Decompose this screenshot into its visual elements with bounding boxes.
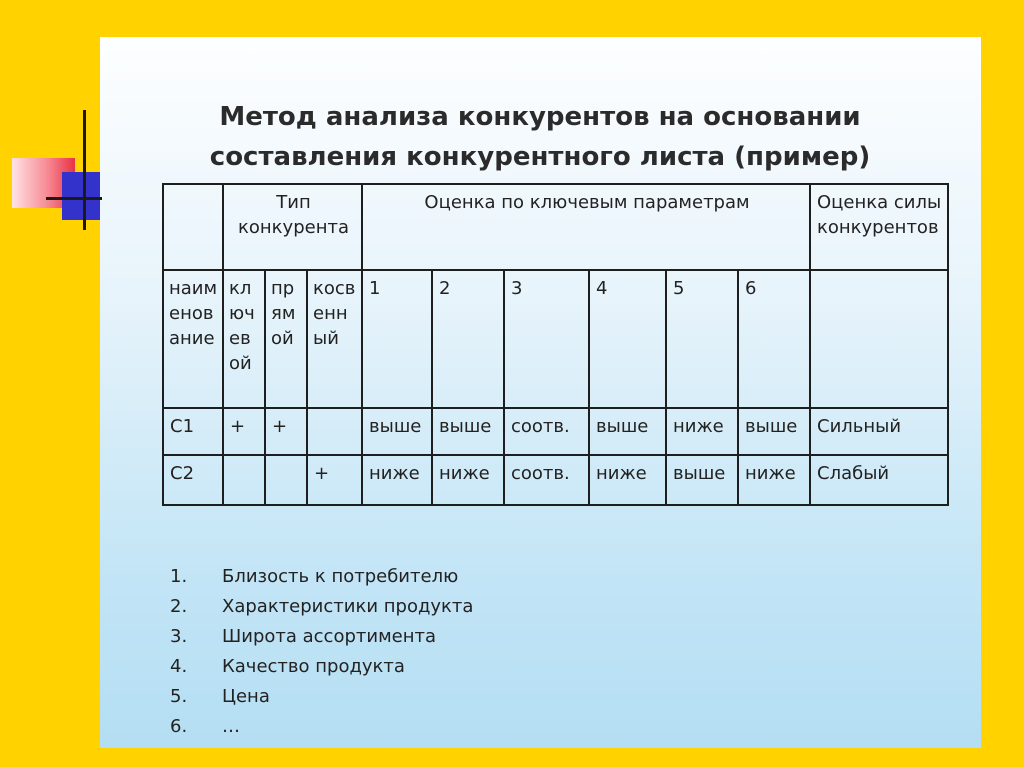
list-number: 6. [170,716,188,737]
table-row [163,455,948,505]
list-item [170,562,473,592]
param-value: выше [738,408,810,455]
param-value: выше [432,408,504,455]
param-number: 4 [589,270,666,408]
param-value: выше [666,455,738,505]
param-number: 5 [666,270,738,408]
param-value: соотв. [504,455,589,505]
direct-mark [265,455,307,505]
header-competitor-type: Тип конкурента [223,184,362,270]
subheader-indirect: косвенный [307,270,362,408]
list-text: Цена [222,686,270,707]
parameters-legend [170,562,473,742]
table-row [163,408,948,455]
key-mark [223,455,265,505]
list-text: Характеристики продукта [222,596,474,617]
list-text: Широта ассортимента [222,626,437,647]
subheader-direct: прямой [265,270,307,408]
subheader-key: ключевой [223,270,265,408]
param-number: 6 [738,270,810,408]
subheader-empty-cell [810,270,948,408]
header-strength: Оценка силы конкурентов [810,184,948,270]
slide-title [160,97,920,177]
list-item [170,592,473,622]
header-key-params: Оценка по ключевым параметрам [362,184,810,270]
indirect-mark: + [307,455,362,505]
list-item [170,622,473,652]
competitor-name: С2 [163,455,223,505]
param-value: выше [589,408,666,455]
list-text: … [222,716,240,737]
title-line-2: составления конкурентного листа (пример) [209,142,871,172]
list-number: 3. [170,626,188,647]
list-item [170,652,473,682]
header-empty-cell [163,184,223,270]
param-value: ниже [738,455,810,505]
decor-vertical-line [83,110,86,230]
list-number: 2. [170,596,188,617]
param-number: 2 [432,270,504,408]
strength-value: Сильный [810,408,948,455]
table-subheader-row [163,270,948,408]
param-value: ниже [666,408,738,455]
decor-horizontal-line [46,197,102,200]
list-number: 4. [170,656,188,677]
param-value: ниже [589,455,666,505]
key-mark: + [223,408,265,455]
list-number: 1. [170,566,188,587]
list-text: Близость к потребителю [222,566,459,587]
competitor-name: С1 [163,408,223,455]
param-value: ниже [432,455,504,505]
param-value: выше [362,408,432,455]
table-header-row [163,184,948,270]
list-item [170,712,473,742]
strength-value: Слабый [810,455,948,505]
param-value: ниже [362,455,432,505]
decor-blue-square [62,172,100,220]
param-value: соотв. [504,408,589,455]
param-number: 1 [362,270,432,408]
list-text: Качество продукта [222,656,405,677]
competitor-table [162,183,949,506]
param-number: 3 [504,270,589,408]
direct-mark: + [265,408,307,455]
subheader-name: наименование [163,270,223,408]
title-line-1: Метод анализа конкурентов на основании [219,102,861,132]
list-number: 5. [170,686,188,707]
indirect-mark [307,408,362,455]
list-item [170,682,473,712]
